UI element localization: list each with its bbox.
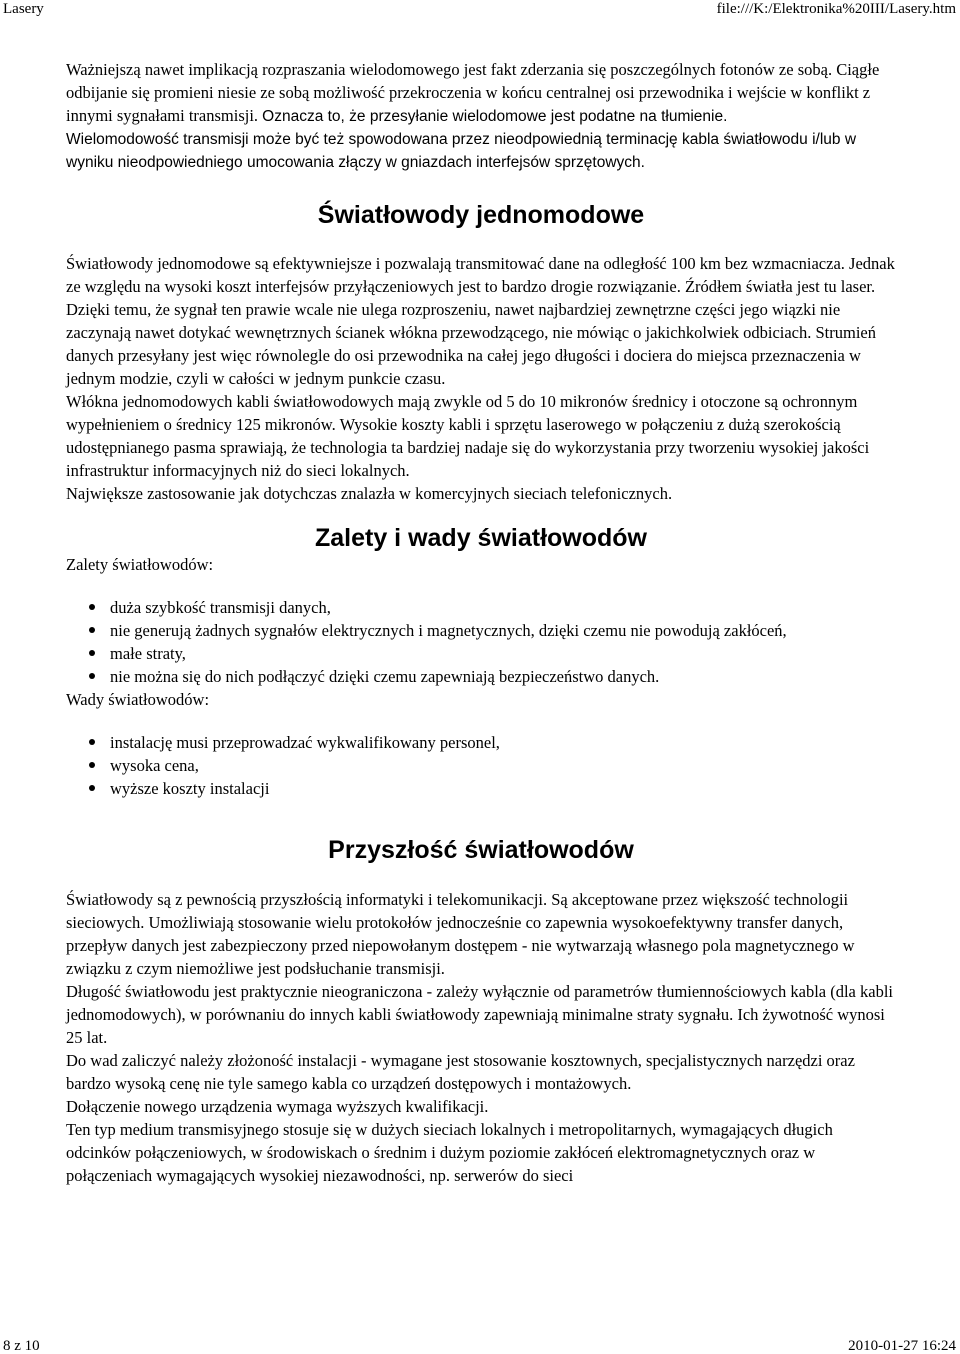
cons-list (66, 731, 896, 800)
pros-list (66, 596, 896, 688)
bullet-icon (89, 604, 95, 610)
list-item: wyższe koszty instalacji (66, 777, 896, 800)
bullet-icon (89, 785, 95, 791)
list-item: nie generują żadnych sygnałów elektrycznych i magnetycznych, dzięki czemu nie powodują zakłóceń, (66, 619, 896, 642)
single-mode-paragraph-3: Największe zastosowanie jak dotychczas znalazła w komercyjnych sieciach telefonicznych. (66, 484, 673, 503)
heading-pros-cons: Zalety i wady światłowodów (314, 524, 647, 552)
list-item: duża szybkość transmisji danych, (66, 596, 896, 619)
intro-paragraph-1 (66, 58, 896, 128)
single-mode-paragraph-1: Światłowody jednomodowe są efektywniejsze i pozwalają transmitować dane na odległość 100 km bez wzmacniacza. Jednak ze względu na wysoki koszt interfejsów przyłączeniowych jest to bardzo drogie rozwiązanie. Źródłem światła jest tu laser. Dzięki temu, że sygnał ten prawie wcale nie ulega rozproszeniu, nawet najbardziej zewnętrzne części jego wiązki nie zaczynają nawet dotykać wewnętrznych ścianek włókna przewodzącego, nie mówiąc o jakichkolwiek odbiciach. Strumień danych przesyłany jest więc równolegle do osi przewodnika na całej jego długości i dociera do miejsca przeznaczenia w jednym modzie, czyli w całości w jednym punkcie czasu. (66, 254, 895, 388)
page-title: Lasery (3, 1, 44, 17)
print-datetime: 2010-01-27 16:24 (848, 1338, 956, 1354)
bullet-icon (89, 650, 95, 656)
cons-label: Wady światłowodów: (66, 690, 210, 709)
print-header (0, 0, 960, 24)
future-paragraph-4: Dołączenie nowego urządzenia wymaga wyższych kwalifikacji. (66, 1097, 489, 1116)
intro-text-sans: Oznacza to, że przesyłanie wielodomowe jest podatne na tłumienie. (262, 108, 728, 125)
bullet-icon (89, 673, 95, 679)
bullet-icon (89, 627, 95, 633)
future-paragraph-3: Do wad zaliczyć należy złożoność instalacji - wymagane jest stosowanie kosztownych, specjalistycznych narzędzi oraz bardzo wysoką cenę nie tyle samego kabla co urządzeń dostępowych i montażowych. (66, 1051, 855, 1093)
future-paragraph-2: Długość światłowodu jest praktycznie nieograniczona - zależy wyłącznie od parametrów tłumiennościowych kabla (dla kabli jednomodowych), w porównaniu do innych kabli światłowody zapewniają minimalne straty sygnału. Ich żywotność wynosi 25 lat. (66, 982, 893, 1047)
bullet-icon (89, 762, 95, 768)
list-item: małe straty, (66, 642, 896, 665)
intro-text-serif: Ważniejszą nawet implikacją rozpraszania wielodomowego jest fakt zderzania się poszczególnych fotonów ze sobą. Ciągłe odbijanie się promieni niesie ze sobą możliwość przekroczenia w końcu centralnej osi przewodnika i wejście w konflikt z innymi sygnałami transmisji. (66, 60, 880, 125)
page-number: 8 z 10 (3, 1338, 40, 1354)
document-body (66, 58, 896, 1187)
list-item: instalację musi przeprowadzać wykwalifikowany personel, (66, 731, 896, 754)
future-paragraph-1: Światłowody są z pewnością przyszłością informatyki i telekomunikacji. Są akceptowane przez większość technologii sieciowych. Umożliwiają stosowanie wielu protokołów jednocześnie co zapewnia wysokoefektywny transfer danych, przepływ danych jest zabezpieczony przed niepowołanym dostępem - nie wytwarzają własnego pola magnetycznego w związku z czym niemożliwe jest podsłuchanie transmisji. (66, 890, 855, 978)
list-item: nie można się do nich podłączyć dzięki czemu zapewniają bezpieczeństwo danych. (66, 665, 896, 688)
print-footer (0, 1338, 960, 1354)
bullet-icon (89, 739, 95, 745)
future-paragraph-5: Ten typ medium transmisyjnego stosuje się w dużych sieciach lokalnych i metropolitarnych, wymagających długich odcinków połączeniowych, w środowiskach o średnim i dużym poziomie zakłóceń elektromagnetycznych oraz w połączeniach wymagających wysokiej niezawodności, np. serwerów do sieci (66, 1120, 833, 1185)
page-url: file:///K:/Elektronika%20III/Lasery.htm (716, 1, 956, 17)
heading-single-mode: Światłowody jednomodowe (317, 201, 645, 229)
pros-label: Zalety światłowodów: (66, 555, 214, 574)
single-mode-paragraph-2: Włókna jednomodowych kabli światłowodowych mają zwykle od 5 do 10 mikronów średnicy i otoczone są ochronnym wypełnieniem o średnicy 125 mikronów. Wysokie koszty kabli i sprzętu laserowego w połączeniu z dużą szerokością udostępnianego pasma sprawiają, że technologia ta bardziej nadaje się do wykorzystania przy tworzeniu wysokiej jakości infrastruktur informacyjnych niż do sieci lokalnych. (66, 392, 870, 480)
heading-future: Przyszłość światłowodów (328, 836, 634, 864)
list-item: wysoka cena, (66, 754, 896, 777)
intro-paragraph-2: Wielomodowość transmisji może być też spowodowana przez nieodpowiednią terminację kabla światłowodu i/lub w wyniku nieodpowiedniego umocowania złączy w gniazdach interfejsów sprzętowych. (66, 131, 857, 171)
